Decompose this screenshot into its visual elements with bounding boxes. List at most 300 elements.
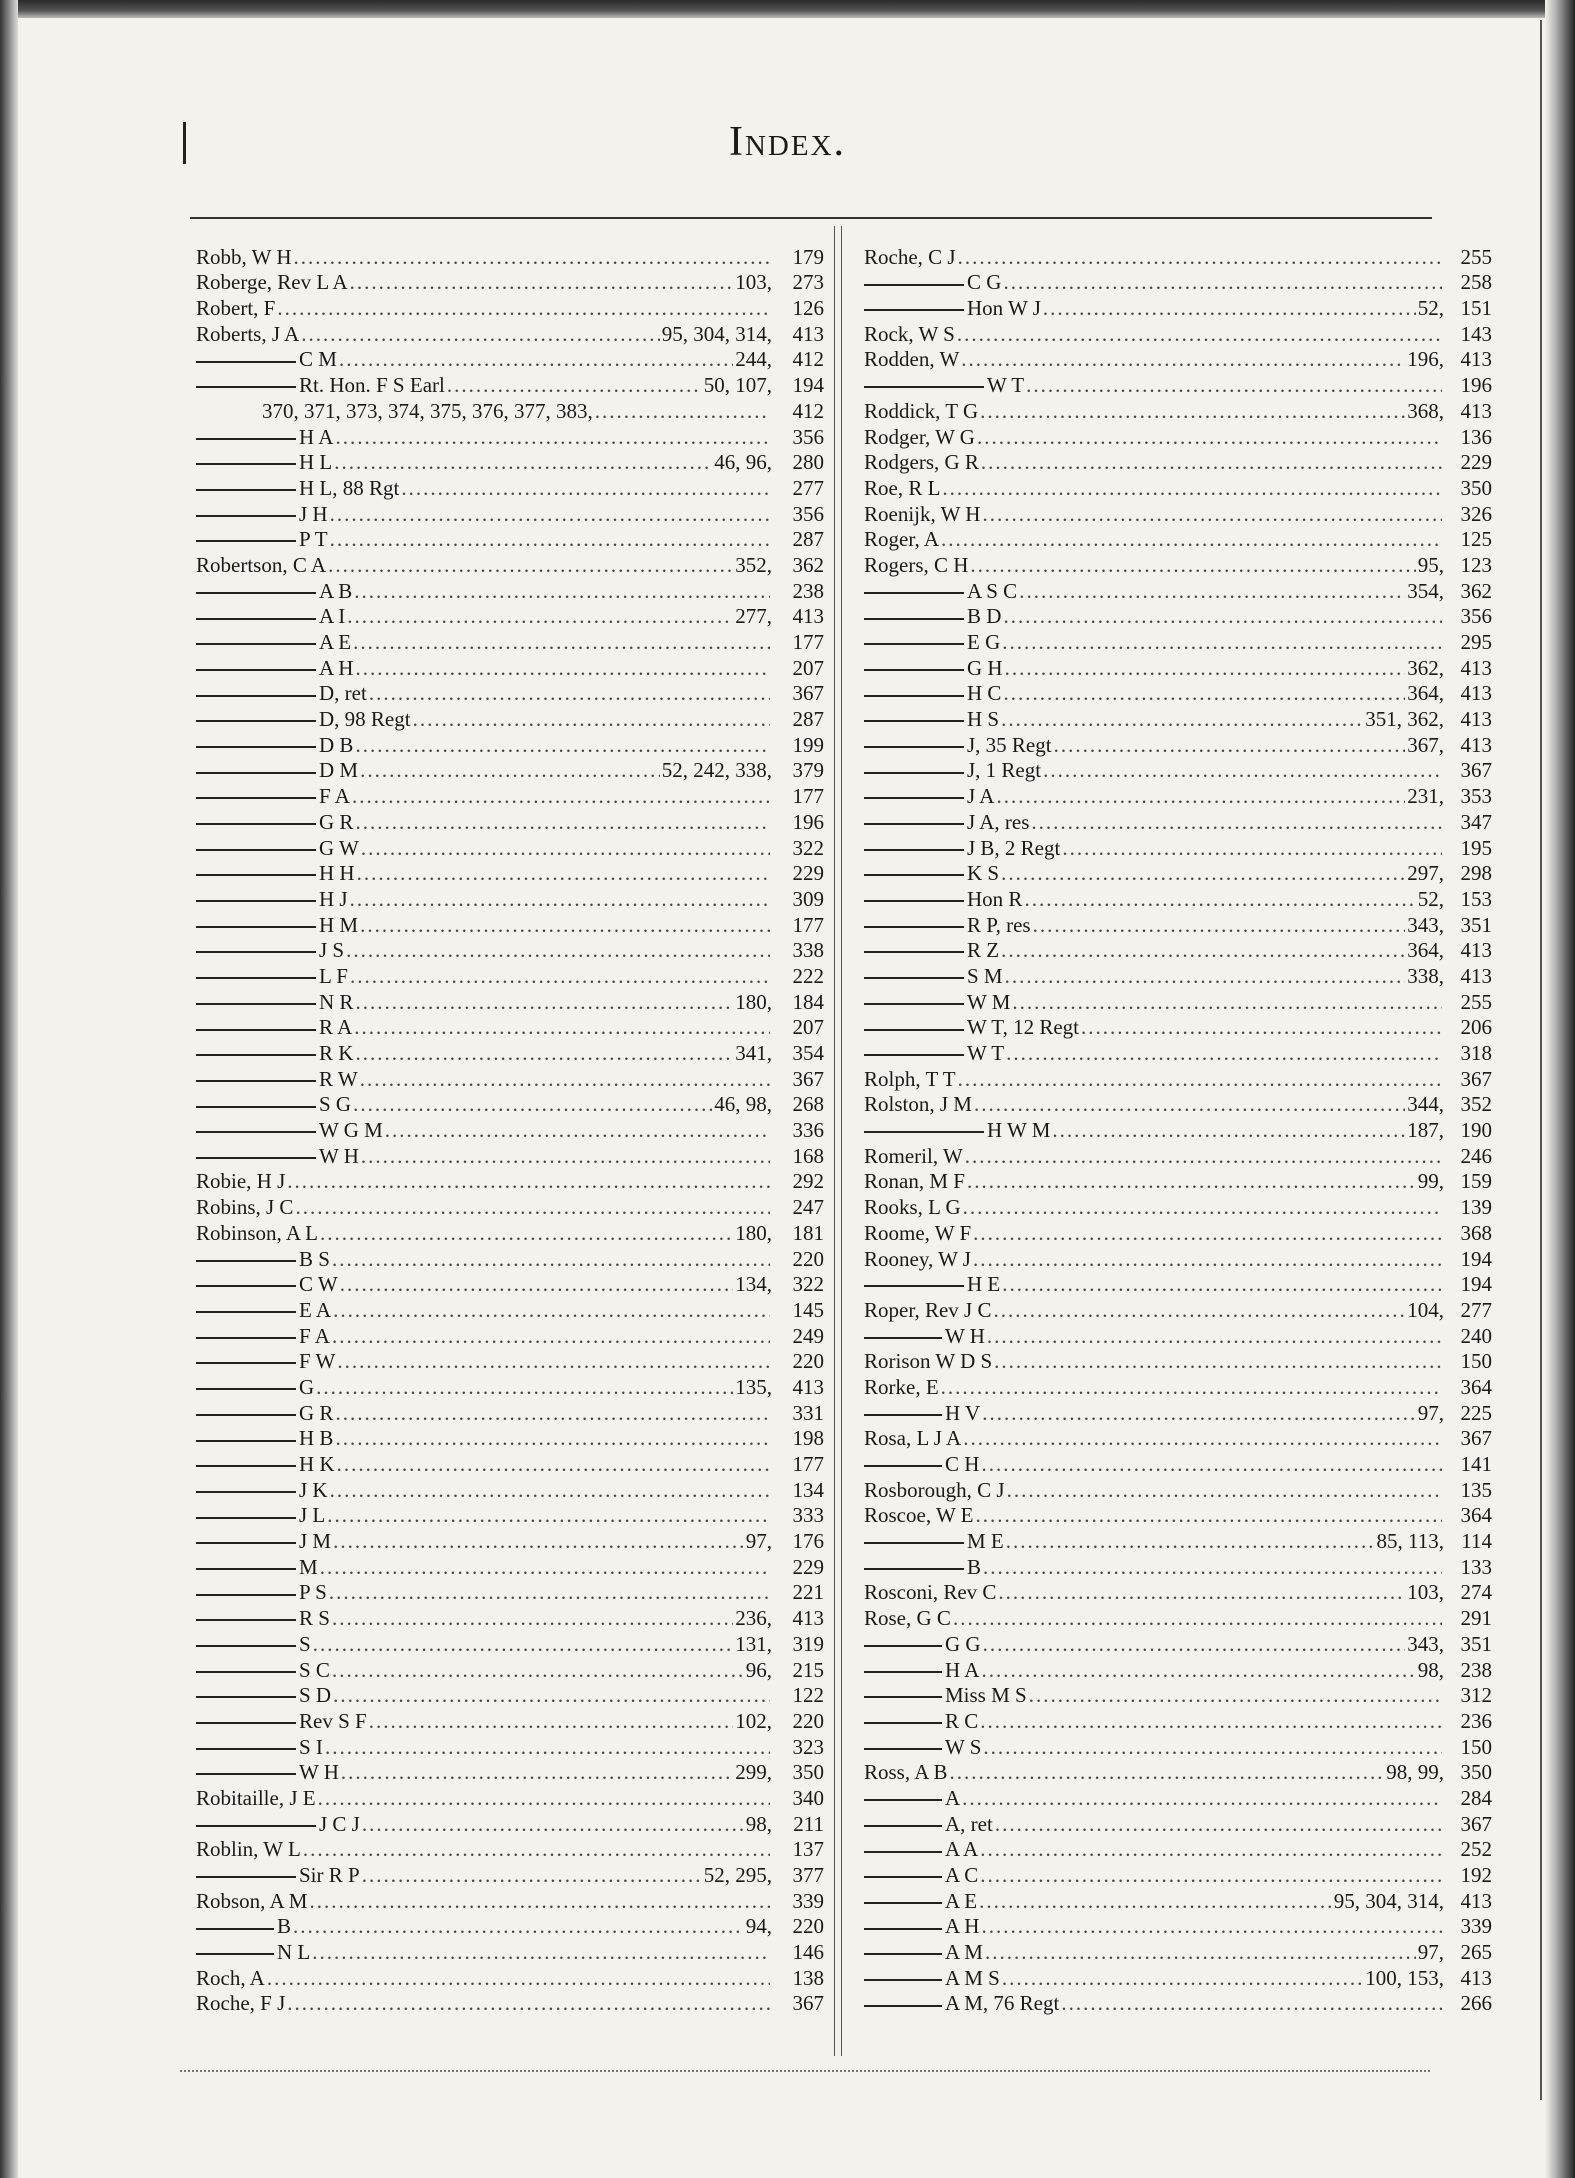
dot-leader xyxy=(401,476,770,501)
entry-name-text: Rodgers, G R xyxy=(864,450,979,475)
dot-leader xyxy=(981,1452,1442,1477)
entry-name-text: G W xyxy=(319,835,359,860)
index-entry xyxy=(864,527,1492,553)
index-entry xyxy=(196,321,824,347)
entry-name xyxy=(864,579,1017,604)
entry-name-text: B S xyxy=(299,1246,330,1271)
ditto-dash xyxy=(864,1285,964,1287)
entry-page-number: 194 xyxy=(792,373,824,398)
ditto-dash xyxy=(196,1388,296,1390)
entry-name xyxy=(196,1349,335,1374)
index-entry xyxy=(864,963,1492,989)
ditto-dash xyxy=(864,1568,964,1570)
index-entry xyxy=(196,578,824,604)
ditto-dash xyxy=(196,1619,296,1621)
entry-name-text: F A xyxy=(299,1323,330,1348)
entry-refs: 343, xyxy=(1407,912,1444,937)
entry-page-number: 255 xyxy=(1460,989,1492,1014)
ditto-dash xyxy=(864,695,964,697)
entry-name-text: Robie, H J xyxy=(196,1169,286,1194)
entry-page-number: 220 xyxy=(792,1914,824,1939)
entry-name-text: Roe, R L xyxy=(864,475,941,500)
dot-leader xyxy=(329,1580,770,1605)
entry-name-text: Roberge, Rev L A xyxy=(196,270,348,295)
entry-name-text: H M xyxy=(319,912,359,937)
entry-name xyxy=(864,604,1001,629)
entry-name-text: Rolph, T T xyxy=(864,1066,956,1091)
entry-name-text: A A xyxy=(945,1837,979,1862)
entry-name xyxy=(864,399,978,424)
entry-name-text: A M S xyxy=(945,1965,1000,1990)
index-entry xyxy=(196,501,824,527)
entry-name xyxy=(864,1401,980,1426)
entry-page-number: 159 xyxy=(1460,1169,1492,1194)
entry-name-text: G G xyxy=(945,1631,981,1656)
entry-page-number: 134 xyxy=(792,1477,824,1502)
dot-leader xyxy=(1062,836,1442,861)
entry-refs: 99, xyxy=(1417,1169,1444,1194)
index-entry xyxy=(196,604,824,630)
entry-name xyxy=(196,1837,301,1862)
entry-name xyxy=(196,1221,318,1246)
entry-name xyxy=(864,656,1003,681)
index-entry xyxy=(864,321,1492,347)
dot-leader xyxy=(362,1863,702,1888)
entry-name xyxy=(196,347,337,372)
entry-page-number: 347 xyxy=(1460,809,1492,834)
entry-page-number: 295 xyxy=(1460,630,1492,654)
entry-name-text: A B xyxy=(319,578,353,603)
index-entry xyxy=(196,758,824,784)
entry-page-number: 177 xyxy=(792,912,824,937)
entry-page-number: 413 xyxy=(792,321,824,346)
ditto-dash xyxy=(196,1080,316,1082)
entry-name xyxy=(864,1632,981,1657)
entry-page-number: 196 xyxy=(1460,373,1492,398)
entry-page-number: 122 xyxy=(792,1683,824,1708)
dot-leader xyxy=(1019,579,1405,604)
entry-name xyxy=(864,1247,971,1272)
dot-leader xyxy=(980,399,1405,424)
index-entry xyxy=(196,527,824,553)
dot-leader xyxy=(301,322,659,347)
entry-name xyxy=(196,1709,367,1734)
dot-leader xyxy=(995,1812,1442,1837)
entry-name-text: W T, 12 Regt xyxy=(967,1015,1079,1040)
dot-leader xyxy=(354,1015,770,1040)
entry-name xyxy=(864,270,1001,295)
entry-page-number: 319 xyxy=(792,1631,824,1656)
entry-name-text: H J xyxy=(319,886,348,911)
entry-name xyxy=(196,553,326,578)
index-entry xyxy=(196,1066,824,1092)
dot-leader xyxy=(369,681,770,706)
entry-name-text: C M xyxy=(299,347,337,372)
dot-leader xyxy=(967,1169,1416,1194)
entry-name xyxy=(196,1247,330,1272)
entry-name-text: H H xyxy=(319,861,355,886)
index-entry xyxy=(196,1297,824,1323)
entry-name xyxy=(864,861,999,886)
index-entry xyxy=(196,1914,824,1940)
dot-leader xyxy=(994,1349,1442,1374)
entry-name xyxy=(864,938,999,963)
index-entry xyxy=(864,1914,1492,1940)
entry-refs: 352, xyxy=(735,552,772,577)
dot-leader xyxy=(337,1349,770,1374)
entry-refs: 52, xyxy=(1417,296,1444,321)
entry-name-text: A I xyxy=(319,604,346,629)
entry-page-number: 229 xyxy=(1460,450,1492,475)
entry-name-text: G xyxy=(299,1374,315,1399)
entry-name xyxy=(864,1991,1059,2016)
entry-name xyxy=(196,733,353,758)
entry-refs: 236, xyxy=(735,1606,772,1631)
entry-page-number: 367 xyxy=(792,1066,824,1091)
entry-refs: 104, xyxy=(1407,1297,1444,1322)
dot-leader xyxy=(327,1503,770,1528)
dot-leader xyxy=(360,913,770,938)
index-entry xyxy=(864,655,1492,681)
ditto-dash xyxy=(864,1722,942,1724)
dot-leader xyxy=(1081,1015,1442,1040)
ditto-dash xyxy=(864,1131,984,1133)
entry-name xyxy=(864,1606,951,1631)
entry-name xyxy=(864,1709,978,1734)
entry-name xyxy=(196,1658,330,1683)
entry-page-number: 196 xyxy=(792,809,824,834)
ditto-dash xyxy=(196,1645,296,1647)
index-entry xyxy=(196,655,824,681)
index-entry xyxy=(864,1400,1492,1426)
dot-leader xyxy=(1002,1272,1442,1297)
ditto-dash xyxy=(864,1902,942,1904)
dot-leader xyxy=(1043,758,1442,783)
entry-name-text: H E xyxy=(967,1272,1001,1297)
entry-page-number: 220 xyxy=(792,1349,824,1374)
entry-name xyxy=(864,1529,1004,1554)
entry-refs: 97, xyxy=(745,1529,772,1554)
entry-refs: 46, 96, xyxy=(714,450,772,475)
entry-page-number: 367 xyxy=(792,681,824,706)
dot-leader xyxy=(1029,1683,1442,1708)
entry-name-text: G R xyxy=(319,809,354,834)
entry-name xyxy=(196,681,367,706)
index-column-right xyxy=(864,244,1492,2034)
entry-name xyxy=(864,1067,956,1092)
ditto-dash xyxy=(196,1517,296,1519)
index-entry xyxy=(196,1708,824,1734)
entry-name xyxy=(196,1041,353,1066)
index-entry xyxy=(864,938,1492,964)
entry-name xyxy=(864,707,999,732)
ditto-dash xyxy=(864,1851,942,1853)
entry-name xyxy=(864,630,1000,655)
entry-name-text: W H xyxy=(945,1323,985,1348)
ditto-dash xyxy=(864,1928,942,1930)
entry-name xyxy=(864,1092,972,1117)
entry-name xyxy=(864,1426,961,1451)
ditto-dash xyxy=(864,900,964,902)
entry-name xyxy=(864,990,1010,1015)
entry-name xyxy=(196,784,350,809)
index-entry xyxy=(196,1349,824,1375)
entry-name-text: Roche, C J xyxy=(864,244,956,269)
ditto-dash xyxy=(196,874,316,876)
entry-name-text: Sir R P xyxy=(299,1863,360,1887)
ditto-dash xyxy=(864,1953,942,1955)
dot-leader xyxy=(974,1092,1405,1117)
entry-page-number: 367 xyxy=(1460,758,1492,783)
column-divider xyxy=(834,226,842,2056)
entry-page-number: 192 xyxy=(1460,1863,1492,1887)
dot-leader xyxy=(267,1966,770,1991)
index-entry xyxy=(864,1477,1492,1503)
entry-name xyxy=(864,1966,1000,1991)
dot-leader xyxy=(983,1632,1406,1657)
dot-leader xyxy=(963,1195,1442,1220)
dot-leader xyxy=(961,347,1405,372)
ditto-dash xyxy=(864,951,964,953)
entry-name-text: W M xyxy=(967,989,1011,1014)
index-entry xyxy=(864,629,1492,655)
index-entry xyxy=(864,1169,1492,1195)
entry-page-number: 150 xyxy=(1460,1349,1492,1374)
entry-page-number: 354 xyxy=(792,1041,824,1065)
entry-page-number: 215 xyxy=(792,1657,824,1682)
entry-refs: 135, xyxy=(735,1374,772,1399)
entry-page-number: 240 xyxy=(1460,1323,1492,1348)
entry-refs: 95, 304, 314, xyxy=(661,321,772,346)
dot-leader xyxy=(1012,990,1442,1015)
entry-page-number: 298 xyxy=(1460,861,1492,886)
entry-refs: 277, xyxy=(735,604,772,629)
ditto-dash xyxy=(864,1748,942,1750)
index-entry xyxy=(196,809,824,835)
index-entry xyxy=(196,1477,824,1503)
index-entry xyxy=(196,552,824,578)
entry-name-text: Rt. Hon. F S Earl xyxy=(299,373,445,398)
entry-refs: 94, xyxy=(745,1914,772,1939)
dot-leader xyxy=(980,1863,1442,1888)
dot-leader xyxy=(355,810,770,835)
index-entry xyxy=(864,1143,1492,1169)
entry-name-text: A E xyxy=(945,1888,978,1913)
entry-name xyxy=(864,1169,965,1194)
entry-name xyxy=(864,1272,1000,1297)
index-entry xyxy=(196,1092,824,1118)
entry-page-number: 277 xyxy=(792,475,824,500)
entry-name xyxy=(196,707,411,732)
entry-page-number: 333 xyxy=(792,1503,824,1528)
entry-name-text: Rock, W S xyxy=(864,321,955,346)
index-entry xyxy=(864,1349,1492,1375)
dot-leader xyxy=(333,1683,770,1708)
dot-leader xyxy=(953,1606,1442,1631)
entry-name xyxy=(864,1863,978,1888)
index-entry xyxy=(196,424,824,450)
entry-page-number: 413 xyxy=(1460,655,1492,680)
entry-name-text: S I xyxy=(299,1734,323,1759)
ditto-dash xyxy=(196,900,316,902)
entry-refs: 351, 362, xyxy=(1365,707,1444,732)
ditto-dash xyxy=(196,977,316,979)
index-entry xyxy=(864,1015,1492,1041)
ditto-dash xyxy=(864,823,964,825)
entry-name xyxy=(864,836,1060,861)
ditto-dash xyxy=(864,2005,942,2007)
dot-leader xyxy=(958,1067,1442,1092)
entry-page-number: 258 xyxy=(1460,270,1492,295)
entry-name xyxy=(196,1298,331,1323)
entry-name-text: B D xyxy=(967,604,1002,629)
entry-page-number: 323 xyxy=(792,1734,824,1759)
entry-name xyxy=(196,604,345,629)
entry-name-text: Rosconi, Rev C xyxy=(864,1580,997,1605)
entry-name xyxy=(864,1812,993,1837)
entry-page-number: 126 xyxy=(792,296,824,321)
ditto-dash xyxy=(196,746,316,748)
entry-page-number: 177 xyxy=(792,784,824,809)
index-entry xyxy=(196,1374,824,1400)
index-entry xyxy=(864,1374,1492,1400)
entry-name xyxy=(864,553,968,578)
ditto-dash xyxy=(864,720,964,722)
index-entry xyxy=(864,1451,1492,1477)
index-entry xyxy=(864,552,1492,578)
dot-leader xyxy=(958,245,1442,270)
entry-refs: 368, xyxy=(1407,398,1444,423)
entry-name-text: 370, 371, 373, 374, 375, 376, 377, 383, xyxy=(262,398,593,423)
entry-page-number: 252 xyxy=(1460,1837,1492,1862)
ditto-dash xyxy=(196,1671,296,1673)
entry-name xyxy=(196,836,359,861)
dot-leader xyxy=(350,964,770,989)
entry-name xyxy=(864,1478,1005,1503)
entry-page-number: 351 xyxy=(1460,912,1492,937)
entry-name-text: Robins, J C xyxy=(196,1195,294,1220)
entry-name-text: Roch, A xyxy=(196,1965,265,1990)
dot-leader xyxy=(1003,270,1442,295)
entry-name-text: C H xyxy=(945,1452,980,1476)
dot-leader xyxy=(334,450,712,475)
entry-page-number: 356 xyxy=(792,424,824,449)
entry-refs: 100, 153, xyxy=(1365,1965,1444,1990)
index-entry xyxy=(864,1657,1492,1683)
index-entry xyxy=(196,1734,824,1760)
dot-leader xyxy=(982,502,1442,527)
entry-refs: 103, xyxy=(1407,1580,1444,1605)
index-entry xyxy=(864,886,1492,912)
dot-leader xyxy=(318,1786,770,1811)
index-entry xyxy=(196,1169,824,1195)
ditto-dash xyxy=(864,746,964,748)
ditto-dash xyxy=(864,1465,942,1467)
entry-name xyxy=(864,1298,992,1323)
index-entry xyxy=(196,1683,824,1709)
entry-name xyxy=(864,1889,977,1914)
index-entry xyxy=(864,1194,1492,1220)
entry-name-text: P T xyxy=(299,527,328,552)
entry-refs: 97, xyxy=(1417,1940,1444,1965)
entry-name-text: J M xyxy=(299,1529,332,1554)
ditto-dash xyxy=(196,1157,316,1159)
entry-name xyxy=(864,1349,992,1374)
entry-page-number: 412 xyxy=(792,398,824,423)
entry-name-text: D, ret xyxy=(319,681,367,706)
entry-refs: 102, xyxy=(735,1708,772,1733)
entry-page-number: 413 xyxy=(1460,938,1492,963)
ditto-dash xyxy=(864,977,964,979)
index-entry xyxy=(196,1631,824,1657)
entry-page-number: 247 xyxy=(792,1195,824,1220)
entry-name-text: H S xyxy=(967,707,1000,732)
ditto-dash xyxy=(196,1696,296,1698)
entry-page-number: 280 xyxy=(792,450,824,475)
dot-leader xyxy=(983,1735,1442,1760)
dot-leader xyxy=(346,938,770,963)
dot-leader xyxy=(982,1401,1416,1426)
entry-name-text: F W xyxy=(299,1349,336,1374)
entry-name-text: Rooks, L G xyxy=(864,1195,961,1220)
index-entry xyxy=(864,861,1492,887)
index-entry xyxy=(196,1991,824,2017)
ditto-dash xyxy=(196,669,316,671)
dot-leader xyxy=(970,553,1415,578)
dot-leader xyxy=(353,630,770,655)
dot-leader xyxy=(949,1760,1384,1785)
entry-name xyxy=(864,1144,963,1169)
entry-name-text: R A xyxy=(319,1015,353,1040)
ditto-dash xyxy=(864,1825,942,1827)
entry-page-number: 312 xyxy=(1460,1683,1492,1708)
entry-refs: 95, 304, 314, xyxy=(1333,1888,1444,1913)
dot-leader xyxy=(980,1837,1442,1862)
entry-name-text: Rosborough, C J xyxy=(864,1477,1005,1502)
entry-name-text: K S xyxy=(967,861,1000,886)
ditto-dash xyxy=(196,1773,296,1775)
entry-name-text: R P, res xyxy=(967,912,1031,937)
entry-page-number: 181 xyxy=(792,1220,824,1245)
ditto-dash xyxy=(196,489,296,491)
entry-name xyxy=(196,322,299,347)
entry-page-number: 331 xyxy=(792,1400,824,1425)
index-entry xyxy=(196,1194,824,1220)
entry-name-text: J L xyxy=(299,1503,326,1528)
entry-name-text: S M xyxy=(967,963,1003,988)
entry-name xyxy=(864,887,1022,912)
entry-name xyxy=(196,270,348,295)
index-entry xyxy=(196,886,824,912)
entry-name xyxy=(196,990,353,1015)
entry-name xyxy=(196,887,348,912)
entry-page-number: 229 xyxy=(792,1554,824,1579)
book-spine-left xyxy=(0,0,18,2178)
entry-name-text: J K xyxy=(299,1477,328,1502)
index-entry xyxy=(864,706,1492,732)
entry-page-number: 139 xyxy=(1460,1195,1492,1220)
dot-leader xyxy=(1001,707,1363,732)
entry-name-text: A M, 76 Regt xyxy=(945,1991,1060,2016)
ditto-dash xyxy=(196,540,296,542)
entry-page-number: 238 xyxy=(792,578,824,603)
index-entry xyxy=(196,861,824,887)
entry-page-number: 194 xyxy=(1460,1272,1492,1297)
entry-page-number: 236 xyxy=(1460,1708,1492,1733)
entry-name-text: W G M xyxy=(319,1118,383,1143)
dot-leader xyxy=(332,1606,733,1631)
entry-page-number: 136 xyxy=(1460,424,1492,449)
